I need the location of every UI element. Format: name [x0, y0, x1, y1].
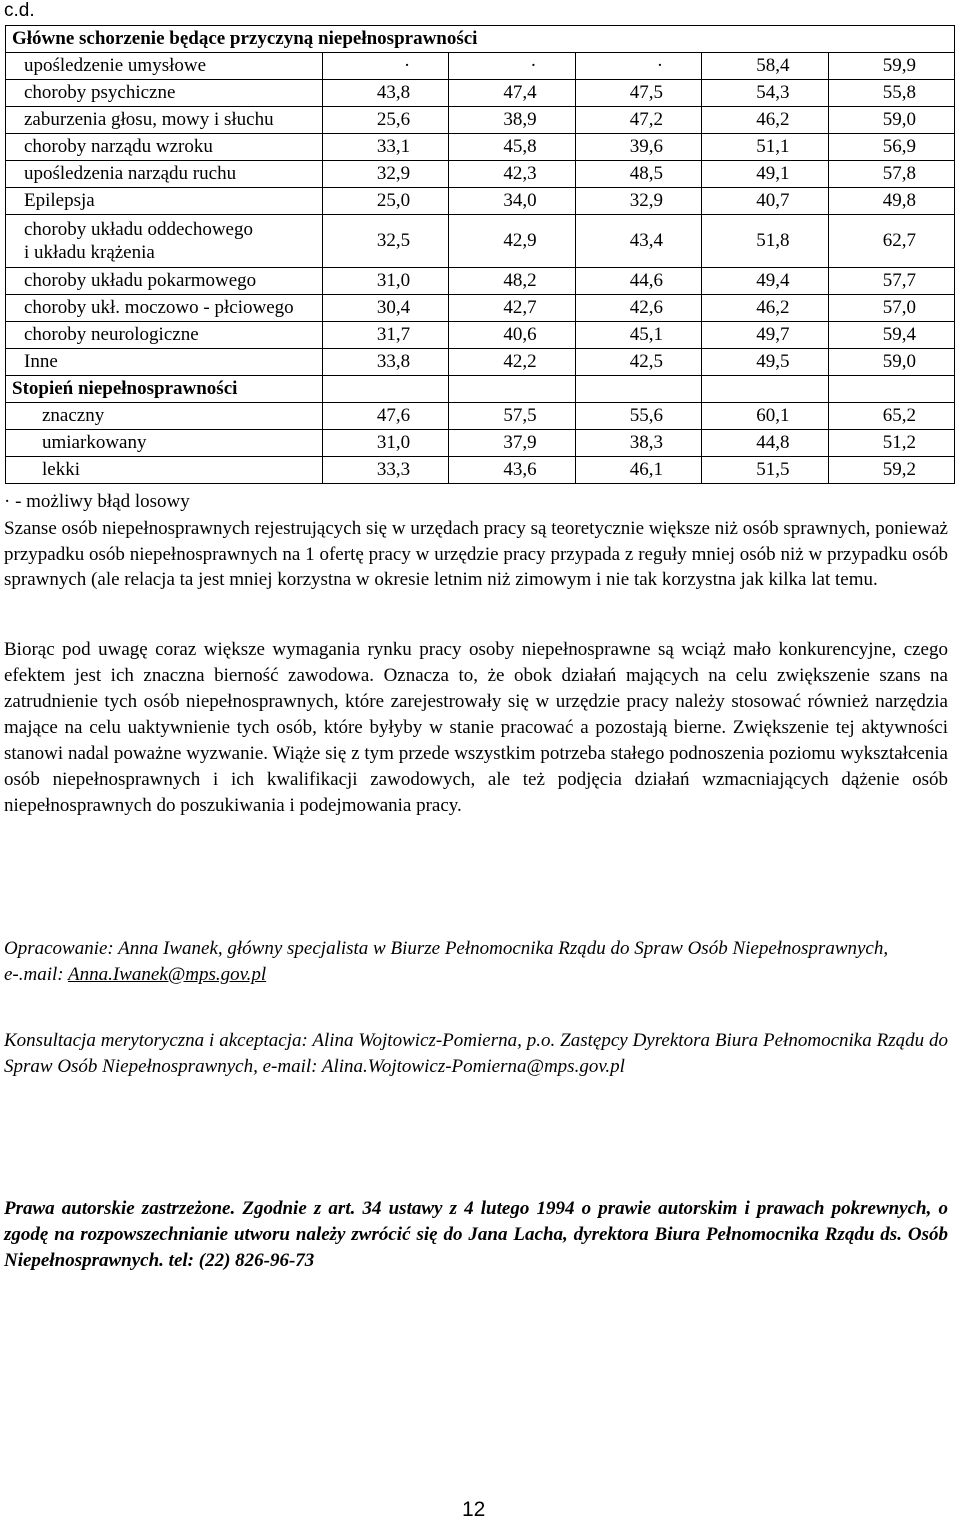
cell-value: 45,1 [575, 322, 701, 349]
row-label: upośledzenie umysłowe [6, 53, 323, 80]
cell-value: 44,8 [702, 430, 828, 457]
row-label-line-2: i układu krążenia [24, 242, 155, 263]
row-label: upośledzenia narządu ruchu [6, 161, 323, 188]
cell-value: 49,4 [702, 268, 828, 295]
cell-value: 56,9 [828, 134, 955, 161]
statistics-table [5, 25, 955, 484]
table-row [6, 403, 955, 430]
cell-value: 47,5 [575, 80, 701, 107]
cell-value: 48,5 [575, 161, 701, 188]
cell-value: 51,2 [828, 430, 955, 457]
cell-value: 32,5 [322, 215, 448, 268]
empty-cell [322, 376, 448, 403]
cell-value: 44,6 [575, 268, 701, 295]
cell-value: 42,2 [449, 349, 575, 376]
page-number: 12 [462, 1498, 486, 1521]
cell-value: 47,2 [575, 107, 701, 134]
row-label-line-1: choroby układu oddechowego [24, 219, 253, 240]
table-row [6, 80, 955, 107]
cell-value: 40,6 [449, 322, 575, 349]
cell-value: 51,1 [702, 134, 828, 161]
prepared-by-text: Opracowanie: Anna Iwanek, główny specjalista w Biurze Pełnomocnika Rządu do Spraw Osób Niepełnosprawnych, [4, 938, 889, 959]
cell-value: 49,8 [828, 188, 955, 215]
cell-value: 59,9 [828, 53, 955, 80]
cell-value: 65,2 [828, 403, 955, 430]
cell-value: · [449, 53, 575, 80]
consultation: Konsultacja merytoryczna i akceptacja: Alina Wojtowicz-Pomierna, p.o. Zastępcy Dyrektora Biura Pełnomocnika Rządu do Spraw Osób Niepełnosprawnych, e-mail: Alina.Wojtowicz-Pomierna@mps.gov.pl [4, 1030, 948, 1077]
cell-value: 58,4 [702, 53, 828, 80]
row-label: Epilepsja [6, 188, 323, 215]
prepared-by [4, 936, 948, 988]
statistics-table-body [6, 26, 955, 484]
table-row [6, 295, 955, 322]
table-row [6, 53, 955, 80]
cell-value: 34,0 [449, 188, 575, 215]
table-row [6, 188, 955, 215]
row-label: lekki [6, 457, 323, 484]
row-label: choroby ukł. moczowo - płciowego [6, 295, 323, 322]
cell-value: 55,8 [828, 80, 955, 107]
cell-value: 57,7 [828, 268, 955, 295]
cell-value: 59,0 [828, 107, 955, 134]
table-row [6, 268, 955, 295]
cell-value: 46,2 [702, 295, 828, 322]
cell-value: 39,6 [575, 134, 701, 161]
section-title-main-condition: Główne schorzenie będące przyczyną niepełnosprawności [6, 26, 955, 53]
empty-cell [575, 376, 701, 403]
cell-value: 37,9 [449, 430, 575, 457]
cell-value: 47,4 [449, 80, 575, 107]
cell-value: 49,7 [702, 322, 828, 349]
table-row [6, 430, 955, 457]
cell-value: 59,2 [828, 457, 955, 484]
paragraph-1: Szanse osób niepełnosprawnych rejestrujących się w urzędach pracy są teoretycznie większe niż osób sprawnych, ponieważ przypadku osób niepełnosprawnych na 1 ofertę pracy w urzędzie pracy przypada z reguły mniej osób niż w przypadku osób sprawnych (ale relacja ta jest mniej korzystna w okresie letnim niż zimowym i nie tak korzystna jak kilka lat temu. [4, 518, 948, 590]
cell-value: 57,0 [828, 295, 955, 322]
cell-value: 55,6 [575, 403, 701, 430]
cell-value: 33,1 [322, 134, 448, 161]
row-label: choroby psychiczne [6, 80, 323, 107]
table-row [6, 349, 955, 376]
cell-value: 60,1 [702, 403, 828, 430]
cell-value: 54,3 [702, 80, 828, 107]
cell-value: 48,2 [449, 268, 575, 295]
row-label [6, 215, 323, 268]
section-title-disability-degree: Stopień niepełnosprawności [6, 376, 323, 403]
cell-value: 51,8 [702, 215, 828, 268]
cell-value: 51,5 [702, 457, 828, 484]
cell-value: 57,5 [449, 403, 575, 430]
cell-value: 32,9 [322, 161, 448, 188]
table-row [6, 107, 955, 134]
cell-value: 31,7 [322, 322, 448, 349]
row-label: choroby neurologiczne [6, 322, 323, 349]
cell-value: 38,3 [575, 430, 701, 457]
table-row [6, 134, 955, 161]
cell-value: 42,7 [449, 295, 575, 322]
table-row [6, 161, 955, 188]
cell-value: 45,8 [449, 134, 575, 161]
cell-value: 43,8 [322, 80, 448, 107]
email-link[interactable]: Anna.Iwanek@mps.gov.pl [68, 964, 267, 985]
cell-value: 62,7 [828, 215, 955, 268]
cell-value: 42,6 [575, 295, 701, 322]
cell-value: 33,8 [322, 349, 448, 376]
row-label: Inne [6, 349, 323, 376]
cell-value: 57,8 [828, 161, 955, 188]
cell-value: 49,1 [702, 161, 828, 188]
row-label: zaburzenia głosu, mowy i słuchu [6, 107, 323, 134]
cell-value: 33,3 [322, 457, 448, 484]
cell-value: · [575, 53, 701, 80]
cell-value: 47,6 [322, 403, 448, 430]
cell-value: 38,9 [449, 107, 575, 134]
cell-value: 43,6 [449, 457, 575, 484]
empty-cell [828, 376, 955, 403]
cell-value: 40,7 [702, 188, 828, 215]
cell-value: 59,0 [828, 349, 955, 376]
cell-value: 49,5 [702, 349, 828, 376]
empty-cell [702, 376, 828, 403]
cell-value: 32,9 [575, 188, 701, 215]
cell-value: · [322, 53, 448, 80]
continuation-marker: c.d. [4, 0, 35, 21]
section-header-row [6, 376, 955, 403]
table-row [6, 215, 955, 268]
table-row [6, 457, 955, 484]
cell-value: 31,0 [322, 430, 448, 457]
cell-value: 59,4 [828, 322, 955, 349]
cell-value: 43,4 [575, 215, 701, 268]
paragraph-2: Biorąc pod uwagę coraz większe wymagania rynku pracy osoby niepełnosprawne są wciąż mało konkurencyjne, czego efektem jest ich znaczna bierność zawodowa. Oznacza to, że obok działań mających na celu zwiększenie szans na zatrudnienie tych osób niepełnosprawnych, które zarejestrowały się w urzędzie pracy należy stosować również narzędzia mające na celu uaktywnienie tych osób, które byłyby w stanie pracować a pozostają bierne. Zwiększenie tej aktywności stanowi nadal poważne wyzwanie. Wiąże się z tym przede wszystkim potrzeba stałego podnoszenia poziomu wykształcenia osób niepełnosprawnych i ich kwalifikacji zawodowych, ale też podjęcia działań wzmacniających dążenie osób niepełnosprawnych do poszukiwania i podejmowania pracy. [4, 639, 948, 816]
cell-value: 46,1 [575, 457, 701, 484]
email-prefix: e-.mail: [4, 964, 69, 985]
row-label: umiarkowany [6, 430, 323, 457]
cell-value: 42,9 [449, 215, 575, 268]
footnote: · - możliwy błąd losowy [4, 491, 190, 512]
empty-cell [449, 376, 575, 403]
row-label: znaczny [6, 403, 323, 430]
cell-value: 25,6 [322, 107, 448, 134]
cell-value: 42,3 [449, 161, 575, 188]
row-label: choroby układu pokarmowego [6, 268, 323, 295]
row-label: choroby narządu wzroku [6, 134, 323, 161]
cell-value: 25,0 [322, 188, 448, 215]
table-row [6, 322, 955, 349]
cell-value: 46,2 [702, 107, 828, 134]
copyright-notice: Prawa autorskie zastrzeżone. Zgodnie z art. 34 ustawy z 4 lutego 1994 o prawie autorskim i prawach pokrewnych, o zgodę na rozpowszechnianie utworu należy zwrócić się do Jana Lacha, dyrektora Biura Pełnomocnika Rządu ds. Osób Niepełnosprawnych. tel: (22) 826-96-73 [4, 1198, 948, 1271]
section-header-row [6, 26, 955, 53]
cell-value: 31,0 [322, 268, 448, 295]
cell-value: 30,4 [322, 295, 448, 322]
cell-value: 42,5 [575, 349, 701, 376]
